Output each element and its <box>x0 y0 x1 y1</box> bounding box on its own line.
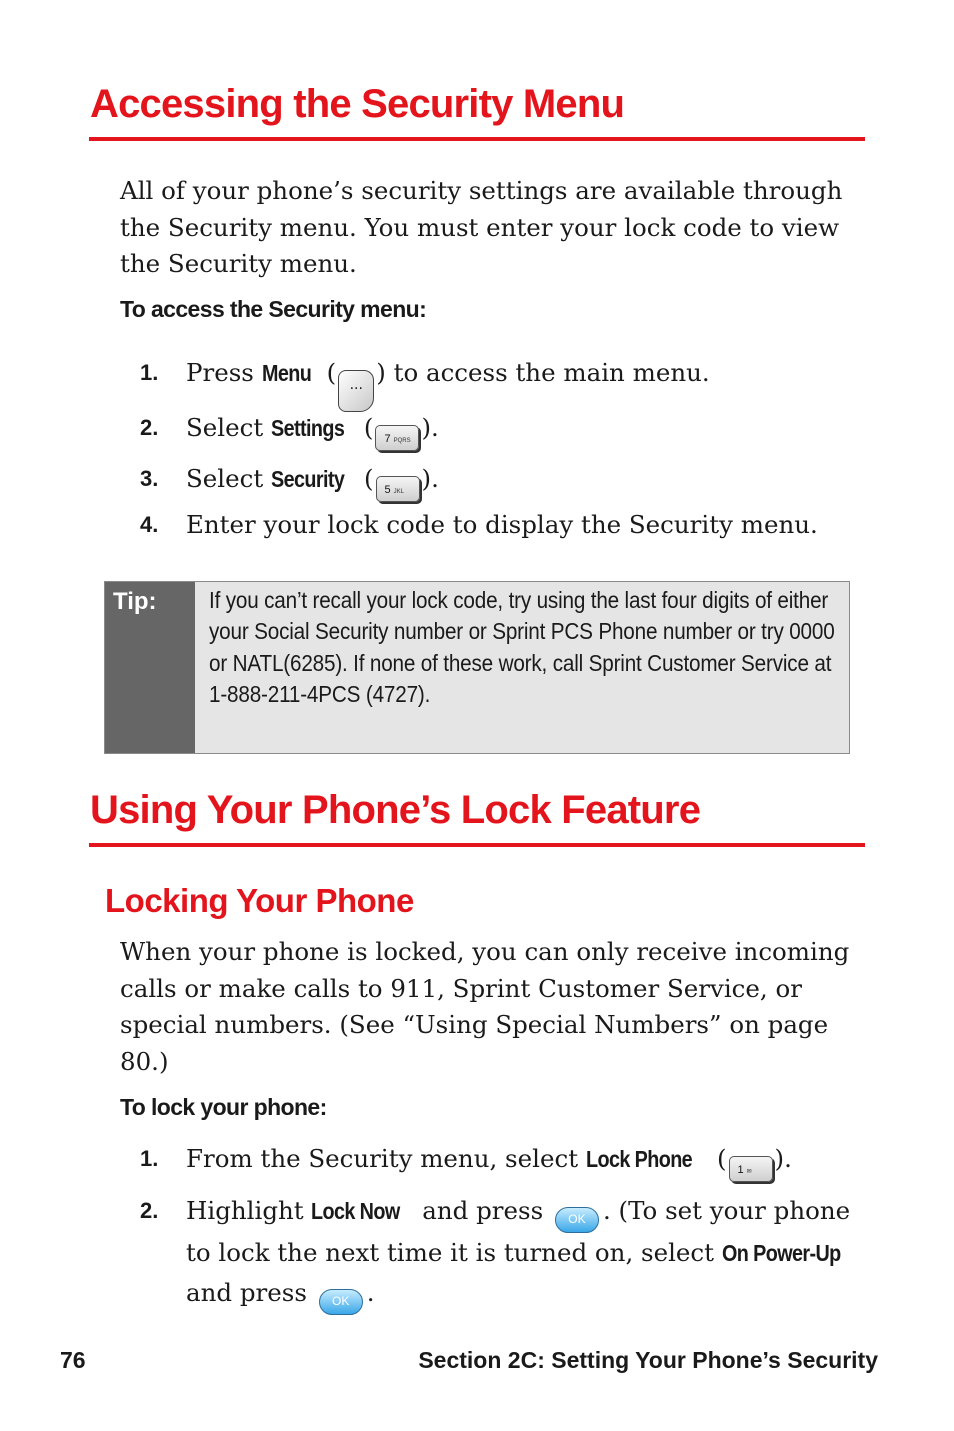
step-number: 2. <box>140 1198 159 1223</box>
tip-label-panel <box>105 582 195 753</box>
settings-key-label: Settings <box>270 415 345 441</box>
step-text: Press Menu (···) to access the main menu. <box>186 354 866 412</box>
subsection-title-locking: Locking Your Phone <box>105 882 414 919</box>
page-number: 76 <box>60 1347 86 1373</box>
lock-step-1 <box>140 1140 865 1180</box>
step-1 <box>140 354 865 397</box>
section-rule <box>89 843 865 847</box>
menu-key-label: Menu <box>261 360 311 386</box>
ok-key-icon: OK <box>319 1289 363 1315</box>
security-key-label: Security <box>270 466 345 492</box>
key-1-icon: 1 ✉ <box>729 1156 773 1182</box>
step-4 <box>140 506 865 546</box>
procedure-lead: To access the Security menu: <box>120 296 427 322</box>
step-number: 4. <box>140 512 159 537</box>
procedure-lead: To lock your phone: <box>120 1094 327 1120</box>
section-rule <box>89 137 865 141</box>
ok-key-icon: OK <box>555 1207 599 1233</box>
tip-box <box>104 581 850 754</box>
tip-label: Tip: <box>113 588 157 615</box>
step-text: Highlight Lock Now and press OK . (To set your phone to lock the next time it is turned on, select On Power-Up and press OK . <box>186 1191 866 1315</box>
key-5-icon: 5 JKL <box>376 476 420 502</box>
step-text: Enter your lock code to display the Security menu. <box>186 510 818 539</box>
section-title-accessing-security: Accessing the Security Menu <box>90 82 625 126</box>
step-2 <box>140 409 865 449</box>
step-text: From the Security menu, select Lock Phone ( 1 ✉ ). <box>186 1140 866 1182</box>
step-number: 1. <box>140 1146 159 1171</box>
intro-paragraph: All of your phone’s security settings are available through the Security menu. You must enter your lock code to view the Security menu. <box>120 176 843 278</box>
step-text: Select Security ( 5 JKL ). <box>186 460 866 502</box>
section-title-lock-feature: Using Your Phone’s Lock Feature <box>90 788 701 832</box>
step-text: Select Settings ( 7 PQRS ). <box>186 409 866 451</box>
lock-phone-key-label: Lock Phone <box>585 1146 692 1172</box>
menu-softkey-icon: ··· <box>338 370 374 412</box>
step-number: 1. <box>140 360 159 385</box>
on-power-up-key-label: On Power-Up <box>721 1240 841 1266</box>
step-number: 3. <box>140 466 159 491</box>
key-7-icon: 7 PQRS <box>375 425 419 451</box>
locking-paragraph: When your phone is locked, you can only receive incoming calls or make calls to 911, Sprint Customer Service, or special numbers. (See “Using Special Numbers” on page 80.) <box>120 937 850 1076</box>
tip-text: If you can’t recall your lock code, try using the last four digits of either your Social Security number or Sprint PCS Phone number or try 0000 or NATL(6285). If none of these work, call Sprint Customer Service at 1-888-211-4PCS (4727). <box>209 587 835 707</box>
lock-step-2 <box>140 1191 865 1311</box>
footer-section-title: Section 2C: Setting Your Phone’s Security <box>418 1347 878 1373</box>
lock-now-key-label: Lock Now <box>311 1198 401 1224</box>
step-number: 2. <box>140 415 159 440</box>
step-3 <box>140 460 865 500</box>
